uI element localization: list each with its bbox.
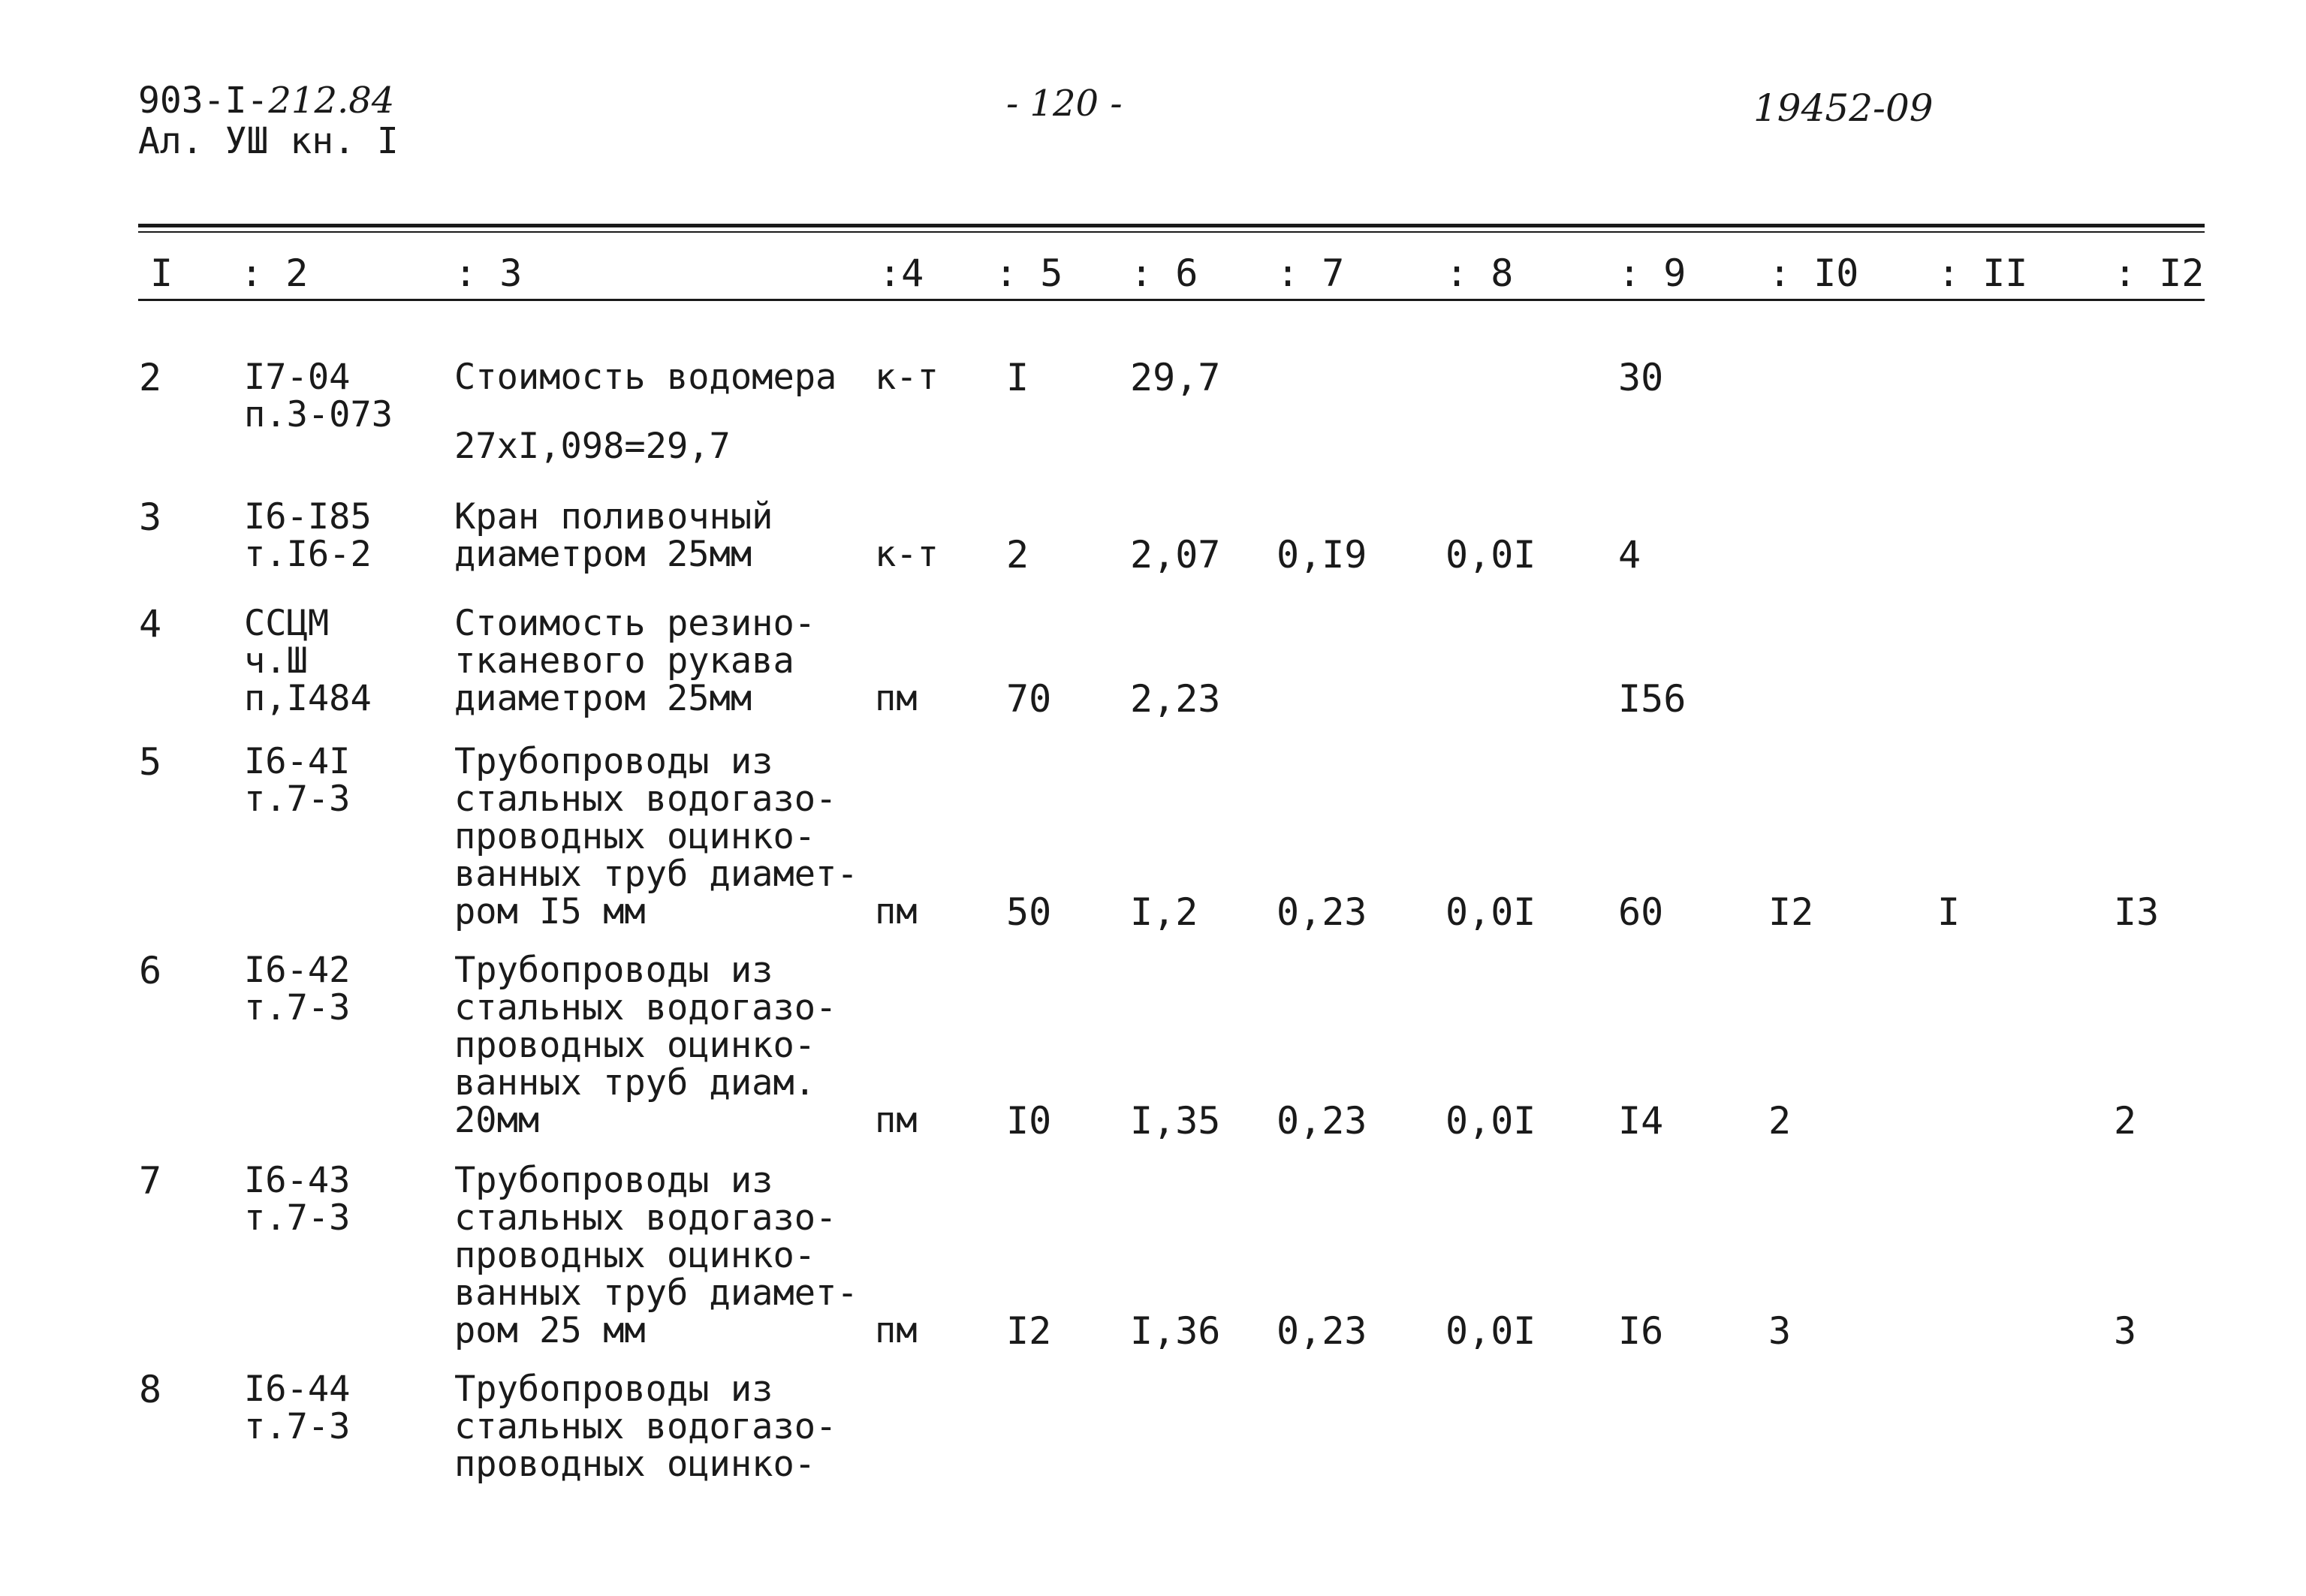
album-reference: Ал. УШ кн. I bbox=[138, 120, 399, 162]
table-row-2-qty: 2 bbox=[1006, 533, 1029, 577]
table-row-2-desc: Кран поливочный диаметром 25мм bbox=[454, 496, 773, 575]
column-header-9: : 9 bbox=[1618, 251, 1687, 295]
column-header-8: : 8 bbox=[1445, 251, 1514, 295]
table-row-3-n: 4 bbox=[139, 602, 162, 646]
table-row-2-c9: 4 bbox=[1618, 533, 1641, 577]
table-row-3-code: ССЦМ ч.Ш п,I484 bbox=[244, 603, 372, 719]
table-row-4-desc: Трубопроводы из стальных водогазо- проводных оцинко- ванных труб диамет- ром I5 мм bbox=[454, 741, 858, 932]
page-number: - 120 - bbox=[1006, 83, 1123, 125]
column-header-12: : I2 bbox=[2114, 251, 2205, 295]
document-code-prefix: 903-I- bbox=[138, 80, 269, 122]
table-row-4-c9: 60 bbox=[1618, 890, 1664, 934]
table-row-6-code: I6-43 т.7-3 bbox=[244, 1160, 351, 1239]
table-row-4-c12: I3 bbox=[2114, 890, 2160, 934]
table-row-1-price: 29,7 bbox=[1130, 356, 1221, 399]
table-row-5-c12: 2 bbox=[2114, 1099, 2137, 1143]
table-row-3-desc: Стоимость резино- тканевого рукава диаметром 25мм bbox=[454, 603, 816, 719]
inventory-number: 19452-09 bbox=[1753, 86, 1934, 130]
column-header-1: I bbox=[150, 251, 173, 295]
table-top-rule-thin bbox=[138, 231, 2205, 233]
table-row-2-code: I6-I85 т.I6-2 bbox=[244, 496, 372, 575]
table-row-5-n: 6 bbox=[139, 949, 162, 992]
column-header-2: : 2 bbox=[240, 251, 309, 295]
table-row-2-c8: 0,0I bbox=[1445, 533, 1536, 577]
column-header-5: : 5 bbox=[995, 251, 1063, 295]
column-header-4: :4 bbox=[879, 251, 924, 295]
table-row-2-unit: к-т bbox=[875, 534, 939, 575]
table-row-1-desc: Стоимость водомера bbox=[454, 357, 837, 398]
table-row-6-c12: 3 bbox=[2114, 1309, 2137, 1353]
column-header-10: : I0 bbox=[1768, 251, 1859, 295]
table-row-4-qty: 50 bbox=[1006, 890, 1052, 934]
column-header-7: : 7 bbox=[1277, 251, 1345, 295]
table-row-6-c10: 3 bbox=[1768, 1309, 1792, 1353]
table-row-6-c9: I6 bbox=[1618, 1309, 1664, 1353]
table-row-4-c10: I2 bbox=[1768, 890, 1814, 934]
table-row-6-qty: I2 bbox=[1006, 1309, 1052, 1353]
table-row-5-c7: 0,23 bbox=[1277, 1099, 1367, 1143]
table-row-1-code: I7-04 п.3-073 bbox=[244, 357, 393, 435]
column-header-3: : 3 bbox=[454, 251, 523, 295]
table-row-7-code: I6-44 т.7-3 bbox=[244, 1369, 351, 1447]
table-row-1-desc2: 27xI,098=29,7 bbox=[454, 426, 731, 467]
table-row-5-code: I6-42 т.7-3 bbox=[244, 950, 351, 1028]
table-row-4-unit: пм bbox=[875, 891, 918, 932]
table-row-6-c7: 0,23 bbox=[1277, 1309, 1367, 1353]
table-row-3-qty: 70 bbox=[1006, 677, 1052, 721]
table-row-4-c7: 0,23 bbox=[1277, 890, 1367, 934]
document-code bbox=[138, 81, 394, 120]
table-row-5-c9: I4 bbox=[1618, 1099, 1664, 1143]
table-row-3-unit: пм bbox=[875, 678, 918, 719]
column-header-11: : II bbox=[1937, 251, 2028, 295]
table-row-1-n: 2 bbox=[139, 356, 162, 399]
document-code-handwritten: 212.84 bbox=[268, 80, 395, 122]
table-row-5-c10: 2 bbox=[1768, 1099, 1792, 1143]
table-row-3-price: 2,23 bbox=[1130, 677, 1221, 721]
table-row-5-qty: I0 bbox=[1006, 1099, 1052, 1143]
table-header-rule bbox=[138, 299, 2205, 301]
table-row-5-price: I,35 bbox=[1130, 1099, 1221, 1143]
table-row-7-n: 8 bbox=[139, 1368, 162, 1411]
table-row-5-c8: 0,0I bbox=[1445, 1099, 1536, 1143]
table-row-4-c8: 0,0I bbox=[1445, 890, 1536, 934]
table-row-2-c7: 0,I9 bbox=[1277, 533, 1367, 577]
table-row-5-unit: пм bbox=[875, 1100, 918, 1141]
table-row-1-unit: к-т bbox=[875, 357, 939, 398]
table-row-4-c11: I bbox=[1937, 890, 1961, 934]
table-row-3-c9: I56 bbox=[1618, 677, 1687, 721]
table-row-1-c9: 30 bbox=[1618, 356, 1664, 399]
table-row-2-price: 2,07 bbox=[1130, 533, 1221, 577]
table-row-1-qty: I bbox=[1006, 356, 1029, 399]
table-row-4-price: I,2 bbox=[1130, 890, 1198, 934]
table-row-6-c8: 0,0I bbox=[1445, 1309, 1536, 1353]
table-row-6-unit: пм bbox=[875, 1310, 918, 1351]
table-row-2-n: 3 bbox=[139, 495, 162, 539]
table-row-4-n: 5 bbox=[139, 740, 162, 784]
table-row-7-desc: Трубопроводы из стальных водогазо- проводных оцинко- bbox=[454, 1369, 837, 1485]
column-header-6: : 6 bbox=[1130, 251, 1198, 295]
table-row-6-price: I,36 bbox=[1130, 1309, 1221, 1353]
table-row-4-code: I6-4I т.7-3 bbox=[244, 741, 351, 820]
table-top-rule bbox=[138, 224, 2205, 227]
table-row-5-desc: Трубопроводы из стальных водогазо- проводных оцинко- ванных труб диам. 20мм bbox=[454, 950, 837, 1141]
table-row-6-desc: Трубопроводы из стальных водогазо- проводных оцинко- ванных труб диамет- ром 25 мм bbox=[454, 1160, 858, 1351]
table-row-6-n: 7 bbox=[139, 1159, 162, 1203]
